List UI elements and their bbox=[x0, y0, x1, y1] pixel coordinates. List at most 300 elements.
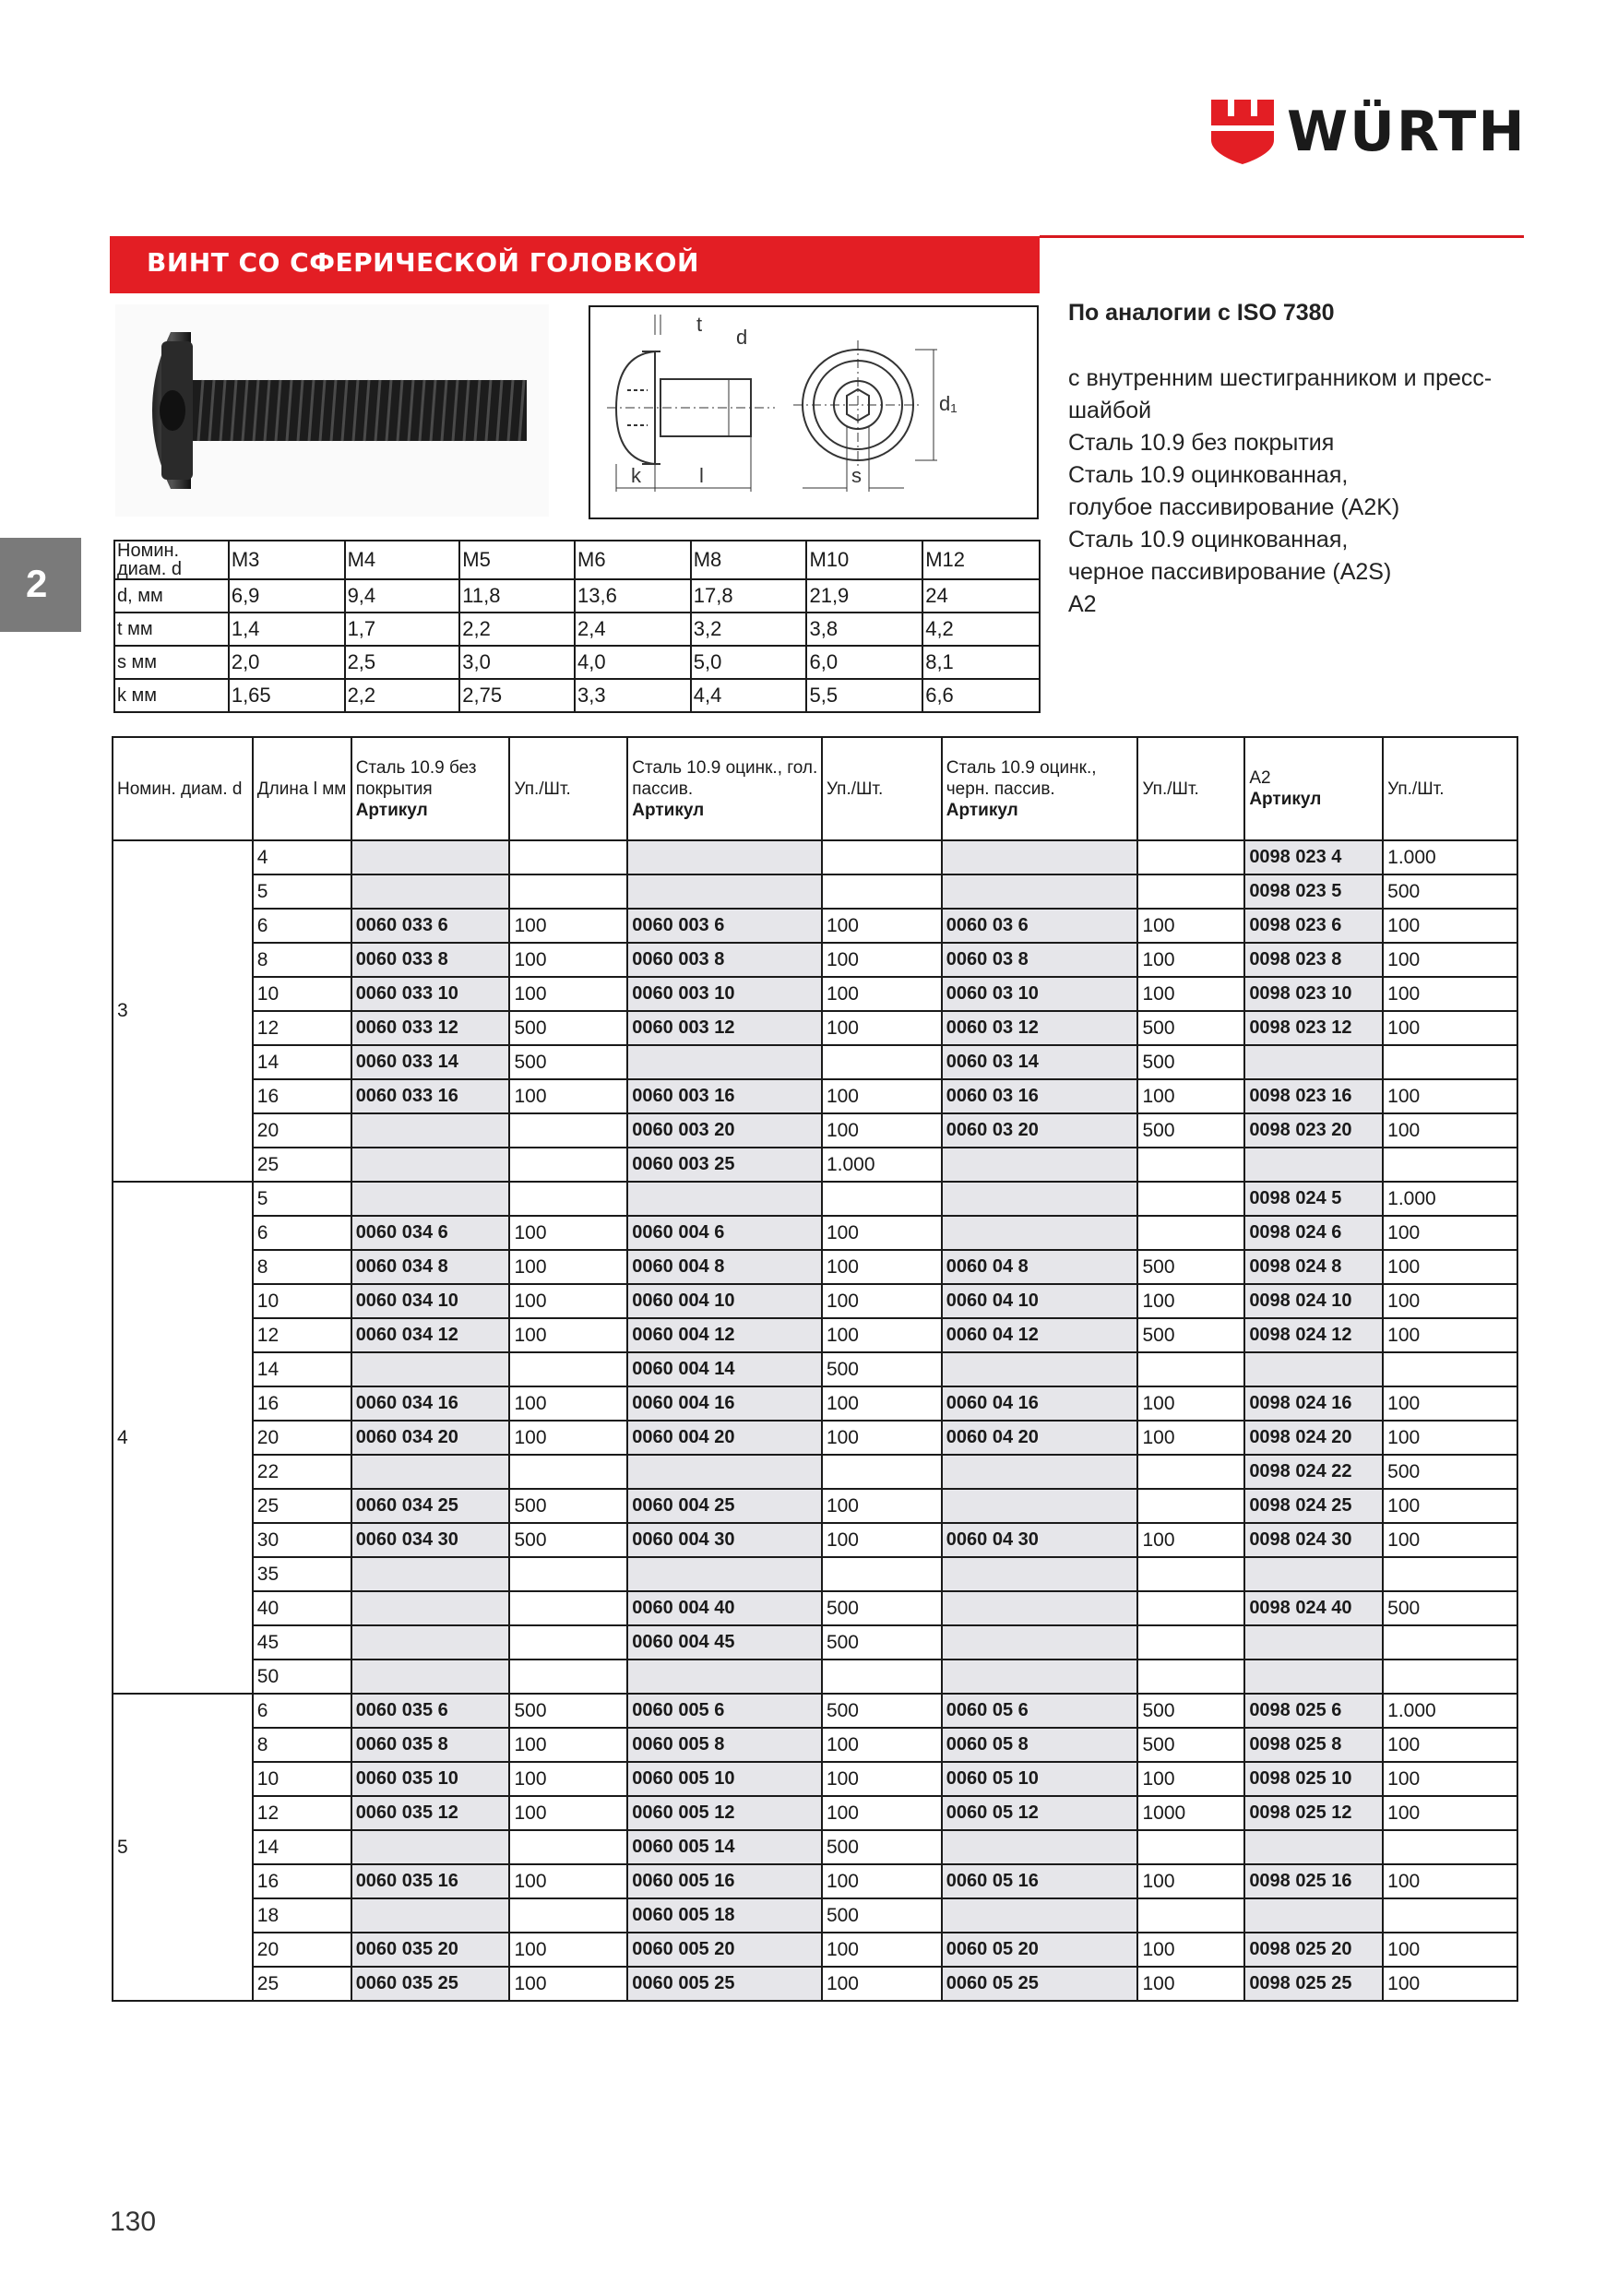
article-row bbox=[113, 977, 1517, 1011]
pack-quantity-cell: 100 bbox=[822, 1113, 942, 1148]
article-number-cell: 0060 05 25 bbox=[942, 1967, 1138, 2001]
pack-quantity-cell: 500 bbox=[822, 1830, 942, 1864]
pack-quantity-cell bbox=[1137, 1898, 1244, 1933]
dimensions-cell: M6 bbox=[575, 541, 691, 579]
pack-quantity-cell: 100 bbox=[822, 1079, 942, 1113]
pack-quantity-cell bbox=[509, 1830, 627, 1864]
dimensions-row-label: t мм bbox=[114, 613, 229, 646]
article-row bbox=[113, 1045, 1517, 1079]
pack-quantity-cell: 1.000 bbox=[822, 1148, 942, 1182]
pack-quantity-cell bbox=[1383, 1660, 1517, 1694]
dimensions-cell: 2,0 bbox=[229, 646, 345, 679]
length-cell: 10 bbox=[253, 1284, 351, 1318]
pack-quantity-cell: 500 bbox=[822, 1625, 942, 1660]
article-number-cell: 0060 004 12 bbox=[627, 1318, 822, 1352]
pack-quantity-cell: 100 bbox=[1383, 1250, 1517, 1284]
pack-quantity-cell bbox=[509, 1182, 627, 1216]
pack-quantity-cell: 100 bbox=[1137, 1079, 1244, 1113]
length-cell: 14 bbox=[253, 1045, 351, 1079]
article-number-cell: 0060 033 10 bbox=[351, 977, 510, 1011]
pack-quantity-cell bbox=[1137, 1216, 1244, 1250]
article-number-cell: 0098 023 12 bbox=[1244, 1011, 1383, 1045]
article-number-cell: 0098 025 16 bbox=[1244, 1864, 1383, 1898]
header-steel-uncoated bbox=[351, 737, 510, 840]
pack-quantity-cell: 100 bbox=[1383, 1216, 1517, 1250]
dimensions-row-label: Номин. диам. d bbox=[114, 541, 229, 579]
pack-quantity-cell: 100 bbox=[509, 1796, 627, 1830]
article-number-cell bbox=[942, 1660, 1138, 1694]
pack-quantity-cell: 100 bbox=[1383, 909, 1517, 943]
pack-quantity-cell: 100 bbox=[509, 1318, 627, 1352]
article-number-cell: 0098 024 40 bbox=[1244, 1591, 1383, 1625]
dimensions-cell: 4,4 bbox=[691, 679, 807, 712]
dimensions-cell: 2,75 bbox=[459, 679, 575, 712]
dimensions-cell: 21,9 bbox=[806, 579, 922, 613]
article-number-cell bbox=[351, 1148, 510, 1182]
dimensions-cell: 1,65 bbox=[229, 679, 345, 712]
article-number-cell: 0060 04 30 bbox=[942, 1523, 1138, 1557]
article-number-cell: 0060 033 16 bbox=[351, 1079, 510, 1113]
pack-quantity-cell bbox=[1383, 1557, 1517, 1591]
header-pack: Уп./Шт. bbox=[509, 737, 627, 840]
pack-quantity-cell bbox=[1137, 1352, 1244, 1386]
article-number-cell bbox=[942, 1557, 1138, 1591]
article-number-cell: 0098 024 30 bbox=[1244, 1523, 1383, 1557]
article-number-cell: 0060 004 30 bbox=[627, 1523, 822, 1557]
pack-quantity-cell: 500 bbox=[1383, 1455, 1517, 1489]
article-number-cell bbox=[627, 840, 822, 874]
header-article: Артикул bbox=[632, 800, 705, 820]
header-article: Артикул bbox=[1249, 790, 1322, 809]
pack-quantity-cell bbox=[1137, 1625, 1244, 1660]
article-row bbox=[113, 1660, 1517, 1694]
dimensions-cell: M3 bbox=[229, 541, 345, 579]
header-steel-blue-label: Сталь 10.9 оцинк., гол. пассив. bbox=[632, 757, 818, 799]
pack-quantity-cell: 100 bbox=[1137, 1762, 1244, 1796]
pack-quantity-cell: 500 bbox=[822, 1694, 942, 1728]
pack-quantity-cell: 500 bbox=[1383, 1591, 1517, 1625]
pack-quantity-cell bbox=[822, 840, 942, 874]
pack-quantity-cell bbox=[509, 1660, 627, 1694]
article-number-cell: 0060 033 12 bbox=[351, 1011, 510, 1045]
length-cell: 10 bbox=[253, 1762, 351, 1796]
article-number-cell: 0060 034 12 bbox=[351, 1318, 510, 1352]
article-number-cell: 0060 004 45 bbox=[627, 1625, 822, 1660]
article-row bbox=[113, 1591, 1517, 1625]
pack-quantity-cell bbox=[822, 1455, 942, 1489]
pack-quantity-cell: 500 bbox=[1137, 1011, 1244, 1045]
header-steel-black bbox=[942, 737, 1138, 840]
dimensions-cell: 5,5 bbox=[806, 679, 922, 712]
article-row bbox=[113, 1352, 1517, 1386]
pack-quantity-cell: 100 bbox=[1137, 943, 1244, 977]
description-title: По аналогии с ISO 7380 bbox=[1068, 300, 1335, 326]
pack-quantity-cell bbox=[509, 1625, 627, 1660]
article-number-cell: 0098 024 5 bbox=[1244, 1182, 1383, 1216]
article-number-cell bbox=[627, 1045, 822, 1079]
article-number-cell bbox=[942, 1830, 1138, 1864]
article-number-cell: 0060 005 10 bbox=[627, 1762, 822, 1796]
article-number-cell: 0060 003 8 bbox=[627, 943, 822, 977]
article-number-cell: 0098 024 20 bbox=[1244, 1421, 1383, 1455]
article-number-cell: 0060 035 20 bbox=[351, 1933, 510, 1967]
article-number-cell: 0098 023 8 bbox=[1244, 943, 1383, 977]
article-number-cell: 0098 024 10 bbox=[1244, 1284, 1383, 1318]
article-number-cell: 0098 025 10 bbox=[1244, 1762, 1383, 1796]
length-cell: 25 bbox=[253, 1148, 351, 1182]
pack-quantity-cell: 100 bbox=[822, 1864, 942, 1898]
pack-quantity-cell: 100 bbox=[822, 1762, 942, 1796]
pack-quantity-cell: 500 bbox=[509, 1489, 627, 1523]
pack-quantity-cell bbox=[1137, 874, 1244, 909]
article-number-cell: 0060 035 8 bbox=[351, 1728, 510, 1762]
length-cell: 30 bbox=[253, 1523, 351, 1557]
pack-quantity-cell: 1.000 bbox=[1383, 840, 1517, 874]
pack-quantity-cell: 100 bbox=[1383, 1318, 1517, 1352]
label-d: d bbox=[736, 326, 748, 349]
header-length: Длина l мм bbox=[253, 737, 351, 840]
pack-quantity-cell: 500 bbox=[1137, 1250, 1244, 1284]
article-number-cell bbox=[1244, 1557, 1383, 1591]
pack-quantity-cell: 500 bbox=[822, 1898, 942, 1933]
article-number-cell: 0060 004 20 bbox=[627, 1421, 822, 1455]
nominal-diameter-cell: 3 bbox=[113, 840, 253, 1182]
article-row bbox=[113, 1557, 1517, 1591]
dimensions-cell: M4 bbox=[345, 541, 460, 579]
product-photo bbox=[115, 304, 549, 517]
article-number-cell: 0060 033 8 bbox=[351, 943, 510, 977]
pack-quantity-cell: 100 bbox=[509, 1216, 627, 1250]
article-row bbox=[113, 1182, 1517, 1216]
pack-quantity-cell bbox=[509, 1352, 627, 1386]
article-number-cell bbox=[942, 1455, 1138, 1489]
pack-quantity-cell: 100 bbox=[1383, 1079, 1517, 1113]
pack-quantity-cell bbox=[1137, 1455, 1244, 1489]
article-number-cell bbox=[942, 1591, 1138, 1625]
pack-quantity-cell: 500 bbox=[1137, 1045, 1244, 1079]
length-cell: 50 bbox=[253, 1660, 351, 1694]
pack-quantity-cell: 100 bbox=[509, 1421, 627, 1455]
dimensions-cell: 13,6 bbox=[575, 579, 691, 613]
article-number-cell: 0060 005 8 bbox=[627, 1728, 822, 1762]
article-row bbox=[113, 1830, 1517, 1864]
pack-quantity-cell bbox=[509, 1113, 627, 1148]
article-number-cell bbox=[351, 874, 510, 909]
pack-quantity-cell: 100 bbox=[509, 1250, 627, 1284]
pack-quantity-cell: 1000 bbox=[1137, 1796, 1244, 1830]
article-row bbox=[113, 1113, 1517, 1148]
article-number-cell: 0060 005 6 bbox=[627, 1694, 822, 1728]
article-number-cell: 0060 005 16 bbox=[627, 1864, 822, 1898]
length-cell: 6 bbox=[253, 909, 351, 943]
dimensions-row bbox=[114, 579, 1040, 613]
label-k: k bbox=[631, 464, 641, 487]
dimensions-cell: 4,0 bbox=[575, 646, 691, 679]
length-cell: 8 bbox=[253, 1250, 351, 1284]
wurth-logo-icon bbox=[1211, 100, 1274, 164]
pack-quantity-cell: 500 bbox=[822, 1591, 942, 1625]
article-number-cell bbox=[942, 840, 1138, 874]
dimensions-table bbox=[113, 540, 1041, 713]
label-l: l bbox=[699, 464, 704, 487]
article-number-cell bbox=[1244, 1830, 1383, 1864]
article-number-cell: 0060 034 6 bbox=[351, 1216, 510, 1250]
pack-quantity-cell: 500 bbox=[1383, 874, 1517, 909]
article-number-cell: 0060 05 16 bbox=[942, 1864, 1138, 1898]
dimensions-cell: 3,8 bbox=[806, 613, 922, 646]
pack-quantity-cell: 500 bbox=[509, 1523, 627, 1557]
article-row bbox=[113, 943, 1517, 977]
article-row bbox=[113, 1796, 1517, 1830]
article-number-cell: 0060 04 8 bbox=[942, 1250, 1138, 1284]
pack-quantity-cell: 100 bbox=[1383, 1011, 1517, 1045]
article-number-cell bbox=[942, 1489, 1138, 1523]
article-number-cell: 0098 025 12 bbox=[1244, 1796, 1383, 1830]
article-number-cell: 0060 035 25 bbox=[351, 1967, 510, 2001]
section-title: ВИНТ СО СФЕРИЧЕСКОЙ ГОЛОВКОЙ bbox=[147, 247, 699, 278]
pack-quantity-cell: 100 bbox=[509, 977, 627, 1011]
dimensions-cell: 24 bbox=[922, 579, 1040, 613]
description-line: с внутренним шестигранником и пресс- bbox=[1068, 365, 1493, 391]
article-number-cell: 0098 024 12 bbox=[1244, 1318, 1383, 1352]
pack-quantity-cell: 100 bbox=[1137, 1386, 1244, 1421]
article-number-cell bbox=[351, 1113, 510, 1148]
dimensions-cell: 5,0 bbox=[691, 646, 807, 679]
article-number-cell: 0098 023 4 bbox=[1244, 840, 1383, 874]
header-pack: Уп./Шт. bbox=[1383, 737, 1517, 840]
header-nom-diameter: Номин. диам. d bbox=[113, 737, 253, 840]
article-row bbox=[113, 1284, 1517, 1318]
pack-quantity-cell: 100 bbox=[1383, 1728, 1517, 1762]
article-number-cell: 0060 005 25 bbox=[627, 1967, 822, 2001]
dimensions-row bbox=[114, 541, 1040, 579]
pack-quantity-cell: 100 bbox=[1383, 1967, 1517, 2001]
header-rule bbox=[1040, 235, 1524, 238]
article-number-cell: 0060 034 30 bbox=[351, 1523, 510, 1557]
pack-quantity-cell: 100 bbox=[822, 1421, 942, 1455]
pack-quantity-cell: 1.000 bbox=[1383, 1694, 1517, 1728]
length-cell: 16 bbox=[253, 1386, 351, 1421]
article-number-cell: 0060 034 25 bbox=[351, 1489, 510, 1523]
article-row bbox=[113, 1864, 1517, 1898]
pack-quantity-cell: 100 bbox=[509, 1933, 627, 1967]
length-cell: 6 bbox=[253, 1694, 351, 1728]
nominal-diameter-cell: 4 bbox=[113, 1182, 253, 1694]
article-row bbox=[113, 909, 1517, 943]
nominal-diameter-cell: 5 bbox=[113, 1694, 253, 2001]
pack-quantity-cell: 100 bbox=[509, 943, 627, 977]
dimensions-cell: M12 bbox=[922, 541, 1040, 579]
pack-quantity-cell bbox=[822, 1660, 942, 1694]
dimensions-row-label: s мм bbox=[114, 646, 229, 679]
length-cell: 12 bbox=[253, 1318, 351, 1352]
pack-quantity-cell: 100 bbox=[1383, 1421, 1517, 1455]
pack-quantity-cell: 100 bbox=[1137, 1284, 1244, 1318]
article-row bbox=[113, 1625, 1517, 1660]
article-number-cell: 0060 05 20 bbox=[942, 1933, 1138, 1967]
pack-quantity-cell bbox=[1137, 1557, 1244, 1591]
article-row bbox=[113, 1318, 1517, 1352]
article-number-cell: 0060 05 6 bbox=[942, 1694, 1138, 1728]
dimensions-cell: 11,8 bbox=[459, 579, 575, 613]
article-number-cell bbox=[942, 1898, 1138, 1933]
article-number-cell: 0060 03 6 bbox=[942, 909, 1138, 943]
pack-quantity-cell: 100 bbox=[1137, 1523, 1244, 1557]
article-number-cell: 0060 03 12 bbox=[942, 1011, 1138, 1045]
pack-quantity-cell: 100 bbox=[1137, 977, 1244, 1011]
article-row bbox=[113, 1421, 1517, 1455]
pack-quantity-cell bbox=[1137, 1489, 1244, 1523]
pack-quantity-cell: 100 bbox=[1137, 1933, 1244, 1967]
length-cell: 6 bbox=[253, 1216, 351, 1250]
description-line: A2 bbox=[1068, 591, 1097, 617]
dimensions-cell: 1,4 bbox=[229, 613, 345, 646]
header-pack: Уп./Шт. bbox=[1137, 737, 1244, 840]
pack-quantity-cell: 100 bbox=[1137, 909, 1244, 943]
chapter-tab bbox=[0, 538, 81, 632]
article-number-cell: 0098 024 6 bbox=[1244, 1216, 1383, 1250]
article-number-cell: 0060 05 8 bbox=[942, 1728, 1138, 1762]
product-description bbox=[1068, 297, 1529, 621]
pack-quantity-cell: 100 bbox=[509, 1762, 627, 1796]
length-cell: 18 bbox=[253, 1898, 351, 1933]
pack-quantity-cell: 100 bbox=[1137, 1967, 1244, 2001]
article-number-cell bbox=[942, 1625, 1138, 1660]
article-row bbox=[113, 1489, 1517, 1523]
description-line: Сталь 10.9 без покрытия bbox=[1068, 430, 1335, 456]
article-number-cell bbox=[627, 1660, 822, 1694]
article-row bbox=[113, 1148, 1517, 1182]
article-number-cell bbox=[351, 840, 510, 874]
article-number-cell: 0098 023 5 bbox=[1244, 874, 1383, 909]
pack-quantity-cell bbox=[822, 874, 942, 909]
article-number-cell: 0098 024 8 bbox=[1244, 1250, 1383, 1284]
article-number-cell: 0098 023 10 bbox=[1244, 977, 1383, 1011]
pack-quantity-cell bbox=[1383, 1045, 1517, 1079]
pack-quantity-cell bbox=[1383, 1352, 1517, 1386]
article-number-cell bbox=[351, 1557, 510, 1591]
pack-quantity-cell bbox=[1383, 1148, 1517, 1182]
pack-quantity-cell: 100 bbox=[822, 1318, 942, 1352]
article-row bbox=[113, 1386, 1517, 1421]
dimensions-cell: 6,6 bbox=[922, 679, 1040, 712]
length-cell: 45 bbox=[253, 1625, 351, 1660]
pack-quantity-cell: 500 bbox=[509, 1045, 627, 1079]
pack-quantity-cell bbox=[509, 840, 627, 874]
article-number-cell: 0098 025 8 bbox=[1244, 1728, 1383, 1762]
article-number-cell bbox=[351, 1660, 510, 1694]
length-cell: 14 bbox=[253, 1830, 351, 1864]
article-row bbox=[113, 1079, 1517, 1113]
pack-quantity-cell: 100 bbox=[1383, 943, 1517, 977]
length-cell: 5 bbox=[253, 1182, 351, 1216]
article-number-cell: 0060 03 10 bbox=[942, 977, 1138, 1011]
article-number-cell: 0060 004 8 bbox=[627, 1250, 822, 1284]
article-number-cell: 0060 003 25 bbox=[627, 1148, 822, 1182]
label-t: t bbox=[696, 313, 703, 336]
article-number-cell: 0060 003 12 bbox=[627, 1011, 822, 1045]
article-row bbox=[113, 1898, 1517, 1933]
article-number-cell bbox=[351, 1830, 510, 1864]
pack-quantity-cell bbox=[1137, 840, 1244, 874]
article-number-cell bbox=[942, 1182, 1138, 1216]
length-cell: 8 bbox=[253, 943, 351, 977]
label-d1: d₁ bbox=[939, 392, 958, 415]
article-number-cell bbox=[942, 1216, 1138, 1250]
pack-quantity-cell: 500 bbox=[1137, 1728, 1244, 1762]
article-number-cell bbox=[351, 1352, 510, 1386]
length-cell: 25 bbox=[253, 1489, 351, 1523]
article-number-cell bbox=[351, 1591, 510, 1625]
pack-quantity-cell: 100 bbox=[1137, 1864, 1244, 1898]
article-number-cell: 0060 003 20 bbox=[627, 1113, 822, 1148]
article-number-cell: 0060 005 12 bbox=[627, 1796, 822, 1830]
article-row bbox=[113, 840, 1517, 874]
article-number-cell: 0060 004 25 bbox=[627, 1489, 822, 1523]
pack-quantity-cell: 100 bbox=[822, 1011, 942, 1045]
chapter-number: 2 bbox=[26, 562, 48, 605]
article-number-cell: 0060 035 6 bbox=[351, 1694, 510, 1728]
dimensions-cell: 17,8 bbox=[691, 579, 807, 613]
pack-quantity-cell: 100 bbox=[822, 1250, 942, 1284]
article-table-header bbox=[113, 737, 1517, 840]
article-number-cell: 0060 03 8 bbox=[942, 943, 1138, 977]
pack-quantity-cell: 100 bbox=[1383, 1864, 1517, 1898]
dimensions-cell: 2,5 bbox=[345, 646, 460, 679]
pack-quantity-cell: 500 bbox=[1137, 1318, 1244, 1352]
pack-quantity-cell bbox=[509, 1898, 627, 1933]
article-number-cell: 0060 033 14 bbox=[351, 1045, 510, 1079]
dimensions-cell: 2,2 bbox=[345, 679, 460, 712]
article-number-cell: 0060 003 6 bbox=[627, 909, 822, 943]
header-article: Артикул bbox=[355, 800, 428, 820]
article-row bbox=[113, 1455, 1517, 1489]
article-number-cell: 0060 005 14 bbox=[627, 1830, 822, 1864]
article-number-cell: 0060 04 20 bbox=[942, 1421, 1138, 1455]
pack-quantity-cell: 100 bbox=[509, 1967, 627, 2001]
section-title-bar bbox=[110, 236, 1040, 293]
article-number-cell: 0060 03 16 bbox=[942, 1079, 1138, 1113]
article-number-cell: 0060 035 10 bbox=[351, 1762, 510, 1796]
article-number-cell: 0060 004 10 bbox=[627, 1284, 822, 1318]
article-number-cell bbox=[351, 1455, 510, 1489]
pack-quantity-cell: 100 bbox=[822, 1933, 942, 1967]
pack-quantity-cell: 100 bbox=[1383, 1933, 1517, 1967]
pack-quantity-cell: 100 bbox=[1383, 977, 1517, 1011]
article-number-cell: 0060 005 18 bbox=[627, 1898, 822, 1933]
dimensions-cell: 9,4 bbox=[345, 579, 460, 613]
length-cell: 12 bbox=[253, 1011, 351, 1045]
length-cell: 20 bbox=[253, 1933, 351, 1967]
dimensions-cell: 3,3 bbox=[575, 679, 691, 712]
length-cell: 22 bbox=[253, 1455, 351, 1489]
article-number-cell: 0060 04 16 bbox=[942, 1386, 1138, 1421]
article-number-cell: 0060 034 8 bbox=[351, 1250, 510, 1284]
article-number-cell: 0098 024 16 bbox=[1244, 1386, 1383, 1421]
dimensions-cell: 8,1 bbox=[922, 646, 1040, 679]
pack-quantity-cell: 100 bbox=[822, 1523, 942, 1557]
article-number-cell: 0060 04 10 bbox=[942, 1284, 1138, 1318]
pack-quantity-cell bbox=[822, 1557, 942, 1591]
pack-quantity-cell: 100 bbox=[822, 1386, 942, 1421]
article-number-cell: 0098 025 25 bbox=[1244, 1967, 1383, 2001]
length-cell: 5 bbox=[253, 874, 351, 909]
article-number-cell: 0060 04 12 bbox=[942, 1318, 1138, 1352]
article-number-cell bbox=[942, 1352, 1138, 1386]
pack-quantity-cell: 500 bbox=[509, 1694, 627, 1728]
pack-quantity-cell bbox=[1137, 1660, 1244, 1694]
article-number-cell: 0060 003 16 bbox=[627, 1079, 822, 1113]
